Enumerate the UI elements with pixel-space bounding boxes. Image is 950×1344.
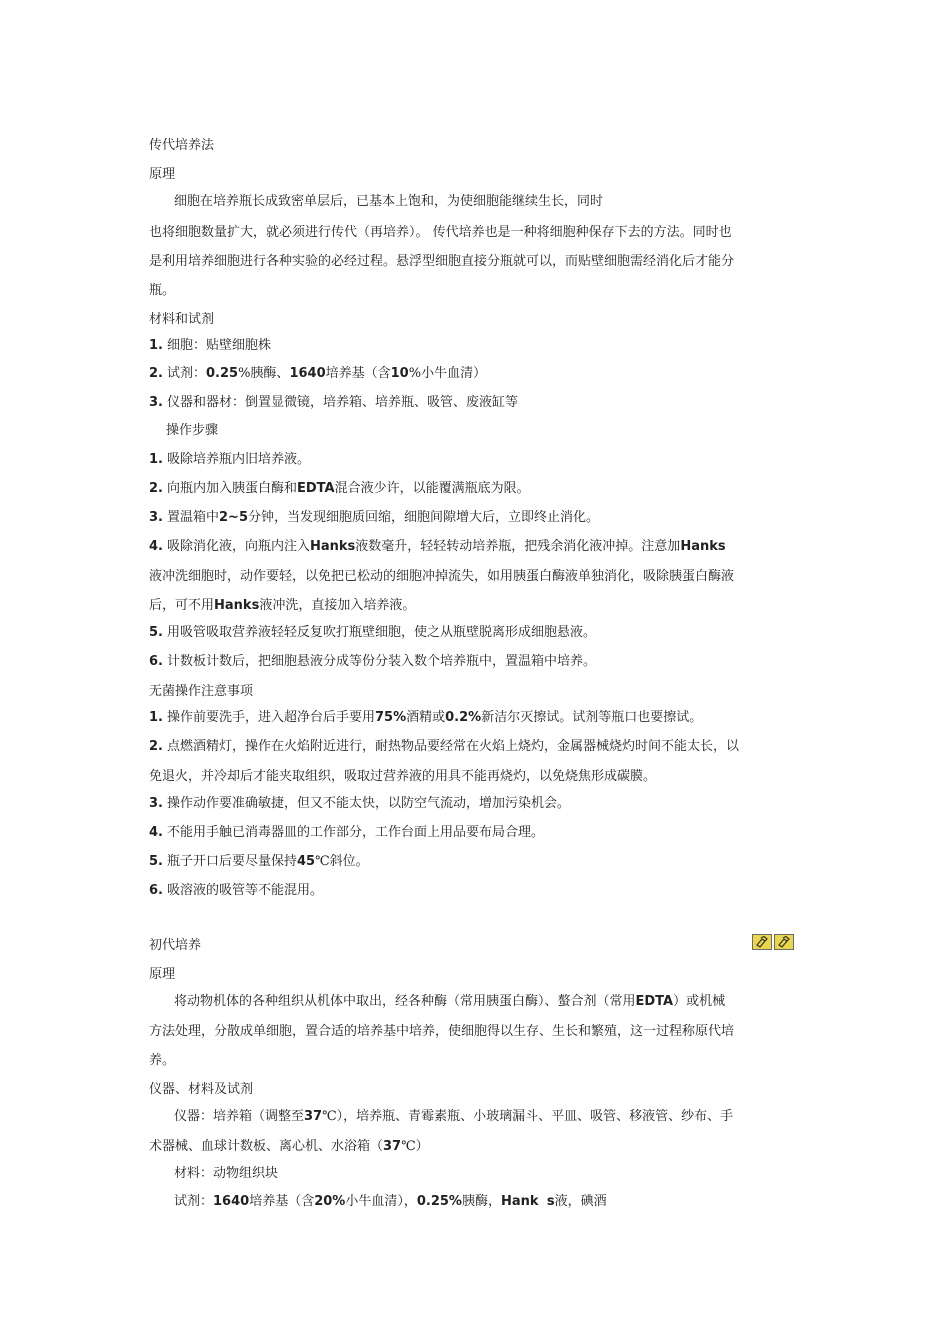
list-item: 3. 置温箱中2~5分钟，当发现细胞质回缩，细胞间隙增大后，立即终止消化。 <box>149 510 599 525</box>
link-icon[interactable] <box>774 934 794 950</box>
list-item: 1. 吸除培养瓶内旧培养液。 <box>149 452 310 467</box>
paragraph-line: 方法处理，分散成单细胞，置合适的培养基中培养，使细胞得以生存、生长和繁殖，这一过程称原代培 <box>149 1024 735 1039</box>
paragraph-line: 将动物机体的各种组织从机体中取出，经各种酶（常用胰蛋白酶）、螯合剂（常用EDTA）或机械 <box>174 994 726 1009</box>
subheading-principle: 原理 <box>149 167 176 182</box>
subheading-materials: 材料和试剂 <box>149 312 215 327</box>
list-item: 2. 试剂：0.25%胰酶、1640培养基（含10%小牛血清） <box>149 366 487 381</box>
list-item: 6. 计数板计数后，把细胞悬液分成等份分装入数个培养瓶中，置温箱中培养。 <box>149 654 596 669</box>
list-item: 2. 点燃酒精灯，操作在火焰附近进行，耐热物品要经常在火焰上烧灼，金属器械烧灼时间不能太长，以 <box>149 739 739 754</box>
paragraph-line: 也将细胞数量扩大，就必须进行传代（再培养）。 传代培养也是一种将细胞种保存下去的方法。同时也 <box>149 225 732 240</box>
link-icons <box>752 934 794 950</box>
list-item: 5. 瓶子开口后要尽量保持45℃斜位。 <box>149 854 369 869</box>
list-item: 4. 不能用手触已消毒器皿的工作部分，工作台面上用品要布局合理。 <box>149 825 544 840</box>
paragraph-line: 瓶。 <box>149 283 176 298</box>
subheading-materials: 仪器、材料及试剂 <box>149 1082 254 1097</box>
paragraph-line: 术器械、血球计数板、离心机、水浴箱（37℃） <box>149 1139 429 1154</box>
section-title: 传代培养法 <box>149 138 215 153</box>
paragraph-line: 细胞在培养瓶长成致密单层后，已基本上饱和，为使细胞能继续生长，同时 <box>174 194 604 209</box>
list-item: 3. 操作动作要准确敏捷，但又不能太快，以防空气流动，增加污染机会。 <box>149 796 570 811</box>
subheading-steps: 操作步骤 <box>166 423 219 438</box>
list-item: 2. 向瓶内加入胰蛋白酶和EDTA混合液少许，以能覆满瓶底为限。 <box>149 481 530 496</box>
list-item: 1. 细胞：贴壁细胞株 <box>149 338 271 353</box>
paragraph-line: 材料：动物组织块 <box>174 1166 279 1181</box>
paragraph-line: 仪器：培养箱（调整至37℃），培养瓶、青霉素瓶、小玻璃漏斗、平皿、吸管、移液管、纱布、手 <box>174 1109 734 1124</box>
paragraph-line: 养。 <box>149 1053 176 1068</box>
list-item: 4. 吸除消化液，向瓶内注入Hanks液数毫升，轻轻转动培养瓶，把残余消化液冲掉。注意加Hanks <box>149 539 726 554</box>
list-item: 6. 吸溶液的吸管等不能混用。 <box>149 883 323 898</box>
paragraph-line: 液冲洗细胞时，动作要轻，以免把已松动的细胞冲掉流失，如用胰蛋白酶液单独消化，吸除胰蛋白酶液 <box>149 569 735 584</box>
section-title: 初代培养 <box>149 938 202 953</box>
subheading-aseptic: 无菌操作注意事项 <box>149 684 254 699</box>
list-item: 1. 操作前要洗手，进入超净台后手要用75%酒精或0.2%新洁尔灭擦试。试剂等瓶口也要擦试。 <box>149 710 703 725</box>
link-icon[interactable] <box>752 934 772 950</box>
paragraph-line: 免退火，并冷却后才能夹取组织，吸取过营养液的用具不能再烧灼，以免烧焦形成碳膜。 <box>149 769 657 784</box>
paragraph-line: 试剂：1640培养基（含20%小牛血清），0.25%胰酶，Hank s液，碘酒 <box>174 1194 607 1209</box>
paragraph-line: 后，可不用Hanks液冲洗，直接加入培养液。 <box>149 598 416 613</box>
list-item: 3. 仪器和器材：倒置显微镜，培养箱、培养瓶、吸管、废液缸等 <box>149 395 518 410</box>
list-item: 5. 用吸管吸取营养液轻轻反复吹打瓶壁细胞，使之从瓶壁脱离形成细胞悬液。 <box>149 625 596 640</box>
subheading-principle: 原理 <box>149 967 176 982</box>
paragraph-line: 是利用培养细胞进行各种实验的必经过程。悬浮型细胞直接分瓶就可以，而贴壁细胞需经消化后才能分 <box>149 254 735 269</box>
